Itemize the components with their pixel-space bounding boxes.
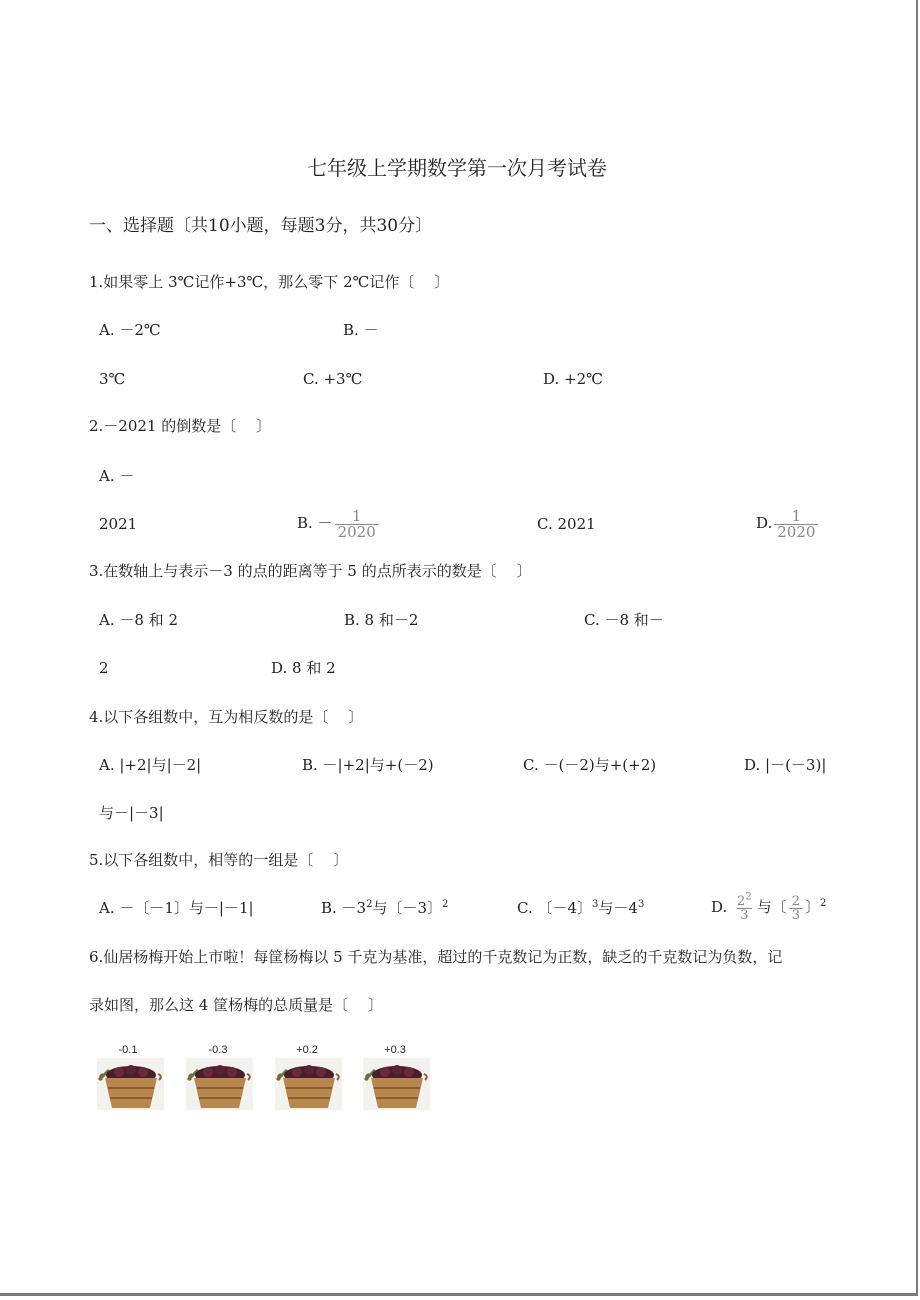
q5-c-exponent-2: 3 [637, 899, 645, 910]
q5-b-base: B. －3 [321, 899, 367, 917]
q3-option-c-cont: 2 [99, 659, 109, 677]
q2-option-a: A. － [99, 467, 135, 485]
q5-option-a: A. －〔－1〕与－|－1| [99, 899, 254, 917]
q4-option-d: D. |－(－3)| [744, 756, 827, 774]
page-title: 七年级上学期数学第一次月考试卷 [307, 156, 607, 180]
q2-option-b-fraction: $\frac{1}{2020}$ [335, 509, 379, 540]
question-3-stem: 3.在数轴上与表示－3 的点的距离等于 5 的点所表示的数是〔 〕 [89, 562, 532, 580]
q1-option-b: B. － [343, 321, 379, 339]
q2-option-b [297, 506, 381, 540]
bayberry-basket-image-2 [186, 1058, 253, 1110]
q5-d-fraction-1: $\frac{2^2}{3}$ [737, 891, 752, 923]
q5-d-close: 〕 [805, 898, 821, 916]
q1-option-b-cont: 3℃ [99, 370, 126, 388]
q5-d-exponent: 2 [820, 898, 827, 909]
basket-label-4: +0.3 [384, 1044, 406, 1056]
question-6-line-2: 录如图，那么这 4 筐杨梅的总质量是〔 〕 [89, 996, 383, 1014]
q4-option-a: A. |+2|与|－2| [99, 756, 202, 774]
section-heading: 一、选择题〔共10小题，每题3分，共30分〕 [89, 216, 433, 236]
q5-option-d [711, 887, 826, 927]
q2-option-d-prefix: D. [756, 514, 773, 532]
q2-option-b-prefix: B. － [297, 514, 333, 532]
basket-label-1: -0.1 [118, 1044, 138, 1056]
q4-option-c: C. －(－2)与+(+2) [523, 756, 657, 774]
q4-option-b: B. －|+2|与+(－2) [302, 756, 434, 774]
question-5-stem: 5.以下各组数中，相等的一组是〔 〕 [89, 851, 349, 869]
q2-option-d [756, 506, 820, 540]
q5-c-base: C. 〔－4〕 [517, 899, 593, 917]
q5-d-fraction-2: $\frac{2}{3}$ [789, 895, 803, 922]
question-2-stem: 2.－2021 的倒数是〔 〕 [89, 417, 272, 435]
q2-option-d-fraction: $\frac{1}{2020}$ [774, 509, 818, 540]
q2-option-c: C. 2021 [537, 515, 596, 533]
q3-option-d: D. 8 和 2 [271, 659, 336, 677]
question-6-line-1: 6.仙居杨梅开始上市啦！每筐杨梅以 5 千克为基准，超过的千克数记为正数，缺乏的千克数记为负数，记 [89, 948, 783, 966]
bayberry-basket-image-4 [363, 1058, 430, 1110]
q3-option-c: C. －8 和－ [584, 611, 664, 629]
q5-c-exponent-1: 3 [592, 899, 599, 910]
q1-option-a: A. －2℃ [99, 321, 161, 339]
question-1-stem: 1.如果零上 3℃记作+3℃，那么零下 2℃记作〔 〕 [89, 273, 450, 291]
q5-d-prefix: D. [711, 898, 728, 916]
q3-option-a: A. －8 和 2 [99, 611, 178, 629]
q5-c-middle: 与－4 [598, 899, 638, 917]
bayberry-basket-image-1 [97, 1058, 164, 1110]
q1-option-c: C. +3℃ [303, 370, 363, 388]
q5-option-c [517, 898, 644, 918]
q5-option-b [321, 898, 448, 918]
q3-option-b: B. 8 和－2 [344, 611, 419, 629]
q4-option-d-cont: 与－|－3| [99, 804, 164, 822]
q5-b-middle: 与〔－3〕 [372, 899, 443, 917]
q5-b-exponent-1: 2 [366, 899, 373, 910]
question-4-stem: 4.以下各组数中，互为相反数的是〔 〕 [89, 708, 364, 726]
q1-option-d: D. +2℃ [543, 370, 603, 388]
basket-label-3: +0.2 [296, 1044, 318, 1056]
q2-option-a-cont: 2021 [99, 515, 138, 533]
bayberry-basket-image-3 [275, 1058, 342, 1110]
q5-b-exponent-2: 2 [442, 899, 449, 910]
q5-d-middle: 与〔 [756, 898, 787, 916]
basket-label-2: -0.3 [208, 1044, 228, 1056]
